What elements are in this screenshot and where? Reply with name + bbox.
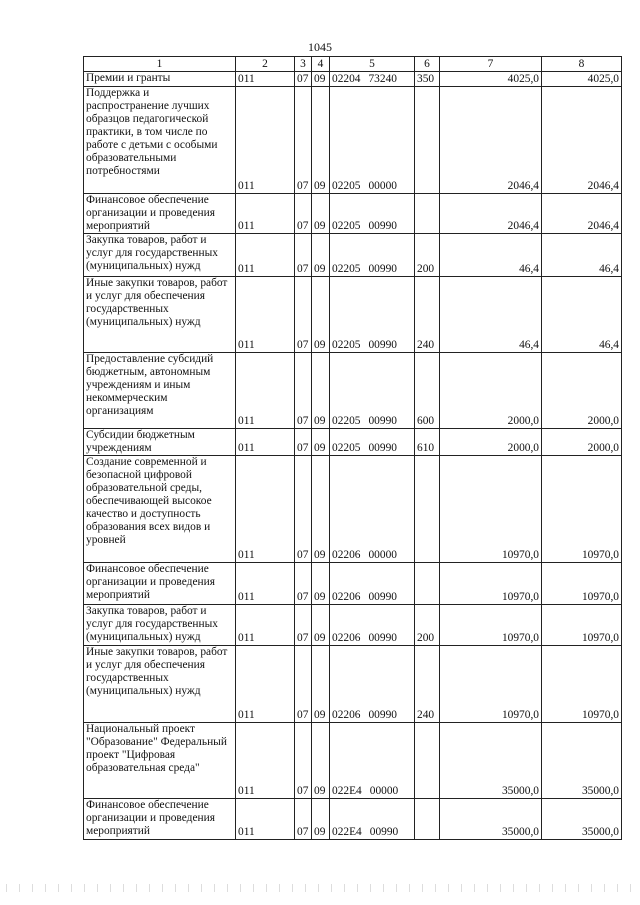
rz-cell: 07 bbox=[295, 234, 312, 277]
csr-direction-code: 00000 bbox=[368, 180, 397, 192]
table-row bbox=[84, 429, 622, 456]
sum2-cell: 2046,4 bbox=[542, 87, 622, 194]
grbs-cell: 011 bbox=[236, 799, 295, 840]
rz-cell: 07 bbox=[295, 87, 312, 194]
csr-cell bbox=[330, 72, 415, 87]
vr-cell bbox=[415, 563, 440, 605]
sum1-cell: 10970,0 bbox=[440, 646, 542, 723]
table-row bbox=[84, 234, 622, 277]
csr-cell bbox=[330, 605, 415, 646]
rz-cell: 07 bbox=[295, 646, 312, 723]
csr-program-code: 02204 bbox=[332, 73, 361, 85]
table-row bbox=[84, 72, 622, 87]
csr-direction-code: 00990 bbox=[368, 415, 397, 427]
csr-direction-code: 00990 bbox=[368, 442, 397, 454]
sum1-cell: 2000,0 bbox=[440, 429, 542, 456]
vr-cell: 240 bbox=[415, 277, 440, 353]
sum1-cell: 46,4 bbox=[440, 277, 542, 353]
table-row bbox=[84, 723, 622, 799]
row-name-cell: Национальный проект "Образование" Федеральный проект "Цифровая образовательная среда" bbox=[84, 723, 236, 799]
csr-cell bbox=[330, 353, 415, 429]
table-body bbox=[84, 72, 622, 840]
sum1-cell: 2000,0 bbox=[440, 353, 542, 429]
rz-cell: 07 bbox=[295, 277, 312, 353]
grbs-cell: 011 bbox=[236, 194, 295, 234]
rz-cell: 07 bbox=[295, 72, 312, 87]
row-name-cell: Поддержка и распространение лучших образцов педагогической практики, в том числе по работе с детьми с особыми образовательными потребностями bbox=[84, 87, 236, 194]
csr-cell bbox=[330, 646, 415, 723]
csr-cell bbox=[330, 87, 415, 194]
csr-cell bbox=[330, 429, 415, 456]
pr-cell: 09 bbox=[312, 277, 330, 353]
sum2-cell: 35000,0 bbox=[542, 799, 622, 840]
rz-cell: 07 bbox=[295, 353, 312, 429]
table-row bbox=[84, 563, 622, 605]
csr-direction-code: 00990 bbox=[368, 339, 397, 351]
sum1-cell: 2046,4 bbox=[440, 194, 542, 234]
csr-direction-code: 00990 bbox=[368, 220, 397, 232]
sum2-cell: 10970,0 bbox=[542, 605, 622, 646]
row-name-cell: Иные закупки товаров, работ и услуг для обеспечения государственных (муниципальных) нужд bbox=[84, 277, 236, 353]
row-name-cell: Субсидии бюджетным учреждениям bbox=[84, 429, 236, 456]
sum1-cell: 35000,0 bbox=[440, 723, 542, 799]
csr-program-code: 022E4 bbox=[332, 826, 362, 838]
grbs-cell: 011 bbox=[236, 723, 295, 799]
pr-cell: 09 bbox=[312, 72, 330, 87]
csr-direction-code: 00990 bbox=[368, 632, 397, 644]
row-name-cell: Иные закупки товаров, работ и услуг для обеспечения государственных (муниципальных) нужд bbox=[84, 646, 236, 723]
grbs-cell: 011 bbox=[236, 646, 295, 723]
csr-cell bbox=[330, 799, 415, 840]
csr-program-code: 02205 bbox=[332, 415, 361, 427]
pr-cell: 09 bbox=[312, 353, 330, 429]
table-row bbox=[84, 605, 622, 646]
vr-cell: 610 bbox=[415, 429, 440, 456]
grbs-cell: 011 bbox=[236, 605, 295, 646]
row-name-cell: Премии и гранты bbox=[84, 72, 236, 87]
grbs-cell: 011 bbox=[236, 234, 295, 277]
sum1-cell: 10970,0 bbox=[440, 605, 542, 646]
csr-program-code: 02206 bbox=[332, 549, 361, 561]
rz-cell: 07 bbox=[295, 563, 312, 605]
vr-cell: 200 bbox=[415, 605, 440, 646]
row-name-cell: Предоставление субсидий бюджетным, автономным учреждениям и иным некоммерческим организациям bbox=[84, 353, 236, 429]
table-row bbox=[84, 87, 622, 194]
csr-direction-code: 00000 bbox=[368, 549, 397, 561]
vr-cell: 240 bbox=[415, 646, 440, 723]
sum1-cell: 10970,0 bbox=[440, 456, 542, 563]
table-row bbox=[84, 277, 622, 353]
sum2-cell: 10970,0 bbox=[542, 563, 622, 605]
grbs-cell: 011 bbox=[236, 353, 295, 429]
csr-cell bbox=[330, 277, 415, 353]
pr-cell: 09 bbox=[312, 563, 330, 605]
csr-cell bbox=[330, 563, 415, 605]
sum2-cell: 2046,4 bbox=[542, 194, 622, 234]
vr-cell: 200 bbox=[415, 234, 440, 277]
vr-cell: 600 bbox=[415, 353, 440, 429]
rz-cell: 07 bbox=[295, 605, 312, 646]
csr-program-code: 02206 bbox=[332, 709, 361, 721]
table-row bbox=[84, 353, 622, 429]
table-row bbox=[84, 799, 622, 840]
sum2-cell: 10970,0 bbox=[542, 456, 622, 563]
header-cell: 6 bbox=[415, 57, 440, 72]
csr-direction-code: 00990 bbox=[369, 826, 399, 838]
sum1-cell: 2046,4 bbox=[440, 87, 542, 194]
rz-cell: 07 bbox=[295, 799, 312, 840]
grbs-cell: 011 bbox=[236, 429, 295, 456]
sum2-cell: 46,4 bbox=[542, 277, 622, 353]
scan-artifact bbox=[0, 884, 640, 892]
pr-cell: 09 bbox=[312, 723, 330, 799]
csr-cell bbox=[330, 234, 415, 277]
sum1-cell: 46,4 bbox=[440, 234, 542, 277]
header-cell: 1 bbox=[84, 57, 236, 72]
sum2-cell: 2000,0 bbox=[542, 353, 622, 429]
vr-cell: 350 bbox=[415, 72, 440, 87]
grbs-cell: 011 bbox=[236, 87, 295, 194]
sum1-cell: 4025,0 bbox=[440, 72, 542, 87]
table-row bbox=[84, 646, 622, 723]
header-cell: 8 bbox=[542, 57, 622, 72]
sum1-cell: 35000,0 bbox=[440, 799, 542, 840]
grbs-cell: 011 bbox=[236, 277, 295, 353]
row-name-cell: Финансовое обеспечение организации и проведения мероприятий bbox=[84, 194, 236, 234]
sum2-cell: 10970,0 bbox=[542, 646, 622, 723]
csr-program-code: 02205 bbox=[332, 442, 361, 454]
csr-program-code: 02205 bbox=[332, 180, 361, 192]
rz-cell: 07 bbox=[295, 194, 312, 234]
sum2-cell: 2000,0 bbox=[542, 429, 622, 456]
csr-direction-code: 00000 bbox=[369, 785, 399, 797]
csr-cell bbox=[330, 723, 415, 799]
pr-cell: 09 bbox=[312, 234, 330, 277]
pr-cell: 09 bbox=[312, 87, 330, 194]
header-cell: 7 bbox=[440, 57, 542, 72]
vr-cell bbox=[415, 194, 440, 234]
vr-cell bbox=[415, 456, 440, 563]
sum2-cell: 4025,0 bbox=[542, 72, 622, 87]
row-name-cell: Финансовое обеспечение организации и проведения мероприятий bbox=[84, 563, 236, 605]
header-row bbox=[84, 57, 622, 72]
sum2-cell: 46,4 bbox=[542, 234, 622, 277]
row-name-cell: Создание современной и безопасной цифровой образовательной среды, обеспечивающей высокое качество и доступность образования всех видов и уровней bbox=[84, 456, 236, 563]
vr-cell bbox=[415, 799, 440, 840]
grbs-cell: 011 bbox=[236, 456, 295, 563]
header-cell: 2 bbox=[236, 57, 295, 72]
csr-cell bbox=[330, 194, 415, 234]
csr-cell bbox=[330, 456, 415, 563]
rz-cell: 07 bbox=[295, 429, 312, 456]
pr-cell: 09 bbox=[312, 605, 330, 646]
header-cell: 4 bbox=[312, 57, 330, 72]
csr-program-code: 02205 bbox=[332, 220, 361, 232]
csr-program-code: 02205 bbox=[332, 339, 361, 351]
csr-program-code: 022E4 bbox=[332, 785, 362, 797]
grbs-cell: 011 bbox=[236, 72, 295, 87]
rz-cell: 07 bbox=[295, 723, 312, 799]
rz-cell: 07 bbox=[295, 456, 312, 563]
sum2-cell: 35000,0 bbox=[542, 723, 622, 799]
page-number: 1045 bbox=[308, 40, 332, 54]
row-name-cell: Закупка товаров, работ и услуг для государственных (муниципальных) нужд bbox=[84, 234, 236, 277]
vr-cell bbox=[415, 87, 440, 194]
pr-cell: 09 bbox=[312, 646, 330, 723]
budget-table bbox=[83, 56, 622, 840]
csr-direction-code: 73240 bbox=[368, 73, 397, 85]
pr-cell: 09 bbox=[312, 429, 330, 456]
row-name-cell: Закупка товаров, работ и услуг для государственных (муниципальных) нужд bbox=[84, 605, 236, 646]
sum1-cell: 10970,0 bbox=[440, 563, 542, 605]
csr-direction-code: 00990 bbox=[368, 709, 397, 721]
row-name-cell: Финансовое обеспечение организации и проведения мероприятий bbox=[84, 799, 236, 840]
header-cell: 3 bbox=[295, 57, 312, 72]
csr-direction-code: 00990 bbox=[368, 591, 397, 603]
table-row bbox=[84, 194, 622, 234]
table-row bbox=[84, 456, 622, 563]
vr-cell bbox=[415, 723, 440, 799]
grbs-cell: 011 bbox=[236, 563, 295, 605]
csr-program-code: 02206 bbox=[332, 591, 361, 603]
csr-direction-code: 00990 bbox=[368, 263, 397, 275]
pr-cell: 09 bbox=[312, 799, 330, 840]
csr-program-code: 02206 bbox=[332, 632, 361, 644]
pr-cell: 09 bbox=[312, 194, 330, 234]
csr-program-code: 02205 bbox=[332, 263, 361, 275]
pr-cell: 09 bbox=[312, 456, 330, 563]
header-cell: 5 bbox=[330, 57, 415, 72]
